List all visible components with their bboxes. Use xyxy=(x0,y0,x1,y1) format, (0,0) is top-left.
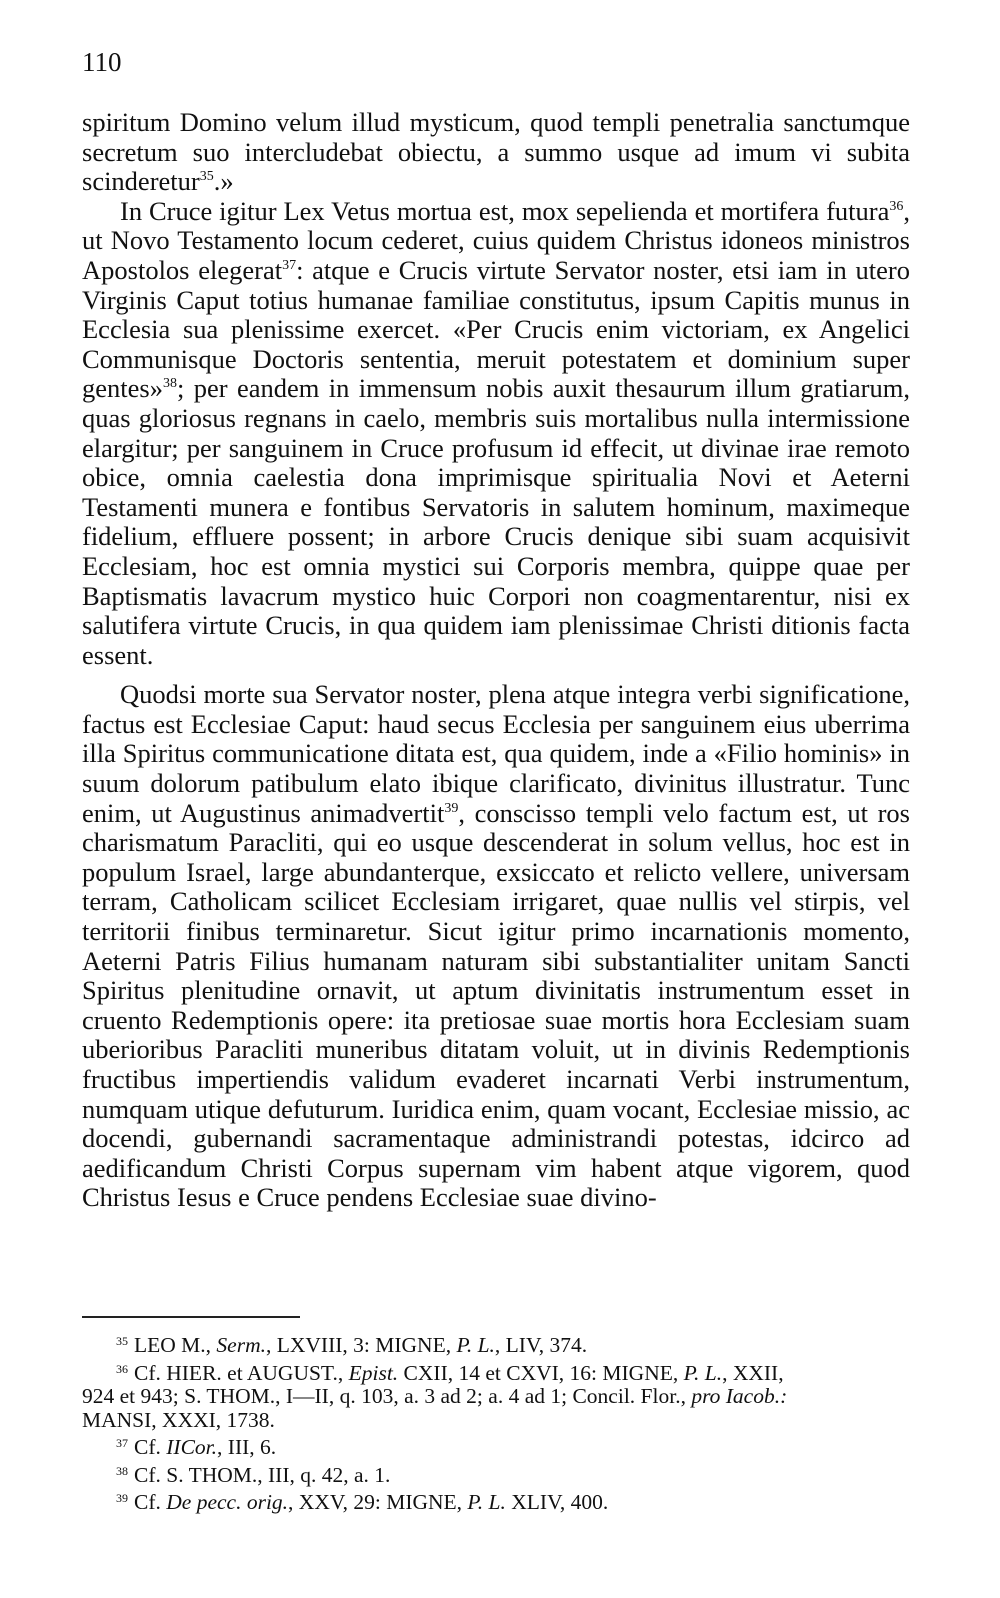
text-run: spiritum Domino velum illud mysticum, quod templi penetralia sanctumque secretum suo intercludebat obiectu, a summo usque ad imum vi subita scinderetur xyxy=(82,107,910,197)
footnote xyxy=(82,1460,910,1488)
text-run: , ut Novo Testamento locum cederet, cuius quidem Christus idoneos ministros Apostolos elegerat xyxy=(82,195,910,285)
text-run: Cf. HIER. et AUGUST., xyxy=(134,1360,349,1385)
text-run: LEO M., xyxy=(134,1333,217,1357)
footnotes xyxy=(82,1330,910,1515)
footnote-line xyxy=(116,1358,910,1386)
text-run: : atque e Crucis virtute Servator noster, etsi iam in utero Virginis Caput totius humanae familiae constitutus, ipsum Capitis munus in Ecclesia sua plenissime exercet. «Per Crucis enim victoriam, ex Angelici Communisque Doctoris sententia, meruit potestatem et dominium super gentes» xyxy=(82,254,910,404)
paragraph xyxy=(82,197,910,671)
text-run: Cf. xyxy=(134,1435,167,1459)
text-run: , LIV, 374. xyxy=(494,1333,588,1357)
footnote-reference: 35 xyxy=(199,169,214,185)
italic-text: De pecc. orig. xyxy=(166,1490,289,1514)
footnote xyxy=(82,1432,910,1460)
footnote-reference: 38 xyxy=(162,376,177,392)
page-number: 110 xyxy=(82,47,122,77)
text-run: ; per eandem in immensum nobis auxit thesaurum illum gratiarum, quas gloriosus regnans in caelo, membris suis mortalibus nulla intermissione elargitur; per sanguinem in Cruce profusum id effecit, ut divinae irae remoto obice, omnia caelestia dona imprimisque spiritualia Novi et Aeterni Testamenti munera e fontibus Servatoris in salutem hominum, maximeque fidelium, effluere possent; in arbore Crucis denique sibi suam acquisivit Ecclesiam, hoc est omnia mystici sui Corporis membra, quippe quae per Baptismatis lavacrum mystico huic Corpori non coagmentarentur, nisi ex salutifera virtute Crucis, in qua quidem iam plenissimae Christi ditionis facta essent. xyxy=(82,373,910,670)
text-run: Cf. xyxy=(134,1490,167,1514)
footnote-separator xyxy=(82,1316,300,1318)
footnote-number: 38 xyxy=(116,1463,128,1478)
footnote-number: 37 xyxy=(116,1436,128,1450)
italic-text: P. L. xyxy=(683,1360,723,1385)
footnote-number: 36 xyxy=(116,1361,128,1376)
footnote-reference: 37 xyxy=(282,257,297,273)
italic-text: P. L. xyxy=(456,1333,495,1357)
text-run: 924 et 943; S. THOM., I—II, q. 103, a. 3 ad 2; a. 4 ad 1; Concil. Flor., xyxy=(82,1384,692,1408)
footnote-number: 39 xyxy=(116,1491,128,1505)
text-run: Quodsi morte sua Servator noster, plena atque integra verbi significatione, factus est Ecclesiae Caput: haud secus Ecclesia per sanguinem eius uberrima illa Spiritus communicatione ditata est, qua quidem, inde a «Filio hominis» in suum dolorum patibulum elato ibique clarificato, divinitus illustratur. Tunc enim, ut Augustinus animadvertit xyxy=(82,679,910,828)
italic-text: Serm. xyxy=(216,1333,266,1357)
text-run: , III, 6. xyxy=(217,1435,277,1459)
text-run: In Cruce igitur Lex Vetus mortua est, mox sepelienda et mortifera futura xyxy=(120,195,890,226)
italic-text: pro Iacob.: xyxy=(691,1384,788,1408)
italic-text: IICor. xyxy=(166,1435,218,1459)
footnote-line xyxy=(116,1460,910,1488)
footnote-reference: 36 xyxy=(889,198,904,214)
footnote xyxy=(82,1487,910,1515)
text-run: MANSI, XXXI, 1738. xyxy=(82,1407,275,1432)
footnote-line xyxy=(116,1330,910,1358)
text-run: , XXV, 29: MIGNE, xyxy=(288,1490,468,1514)
text-run: .» xyxy=(213,166,234,197)
italic-text: P. L. xyxy=(467,1490,506,1514)
footnote-reference: 39 xyxy=(444,800,459,816)
paragraph xyxy=(82,680,910,1213)
footnote xyxy=(82,1330,910,1358)
body-text xyxy=(82,108,910,1213)
paragraph xyxy=(82,108,910,197)
footnote-line xyxy=(82,1409,910,1433)
italic-text: Epist. xyxy=(348,1360,399,1385)
text-run: CXII, 14 et CXVI, 16: MIGNE, xyxy=(398,1360,684,1385)
footnote-line xyxy=(116,1432,910,1460)
text-run: XLIV, 400. xyxy=(505,1490,609,1514)
text-run: , conscisso templi velo factum est, ut ros charismatum Paracliti, qui eo usque descenderat in solum vellus, hoc est in populum Israel, large abundanterque, exsiccato et relicto vellere, universam terram, Catholicam scilicet Ecclesiam irrigaret, quae nullis vel stirpis, vel territorii finibus terminaretur. Sicut igitur primo incarnationis momento, Aeterni Patris Filius humanam naturam sibi substantialiter unitam Sancti Spiritus plenitudine ornavit, ut aptum divinitatis instrumentum esset in cruento Redemptionis opere: ita pretiosae suae mortis hora Ecclesiam suam uberioribus Paracliti muneribus ditatam voluit, ut in divinis Redemptionis fructibus impertiendis validum evaderet incarnati Verbi instrumentum, numquam utique defuturum. Iuridica enim, quam vocant, Ecclesiae missio, ac docendi, gubernandi sacramentaque administrandi potestas, idcirco ad aedificandum Christi Corpus supernam vim habent atque vigorem, quod Christus Iesus e Cruce pendens Ecclesiae suae divino- xyxy=(82,797,910,1213)
footnote-number: 35 xyxy=(116,1334,128,1348)
text-run: , XXII, xyxy=(722,1360,784,1385)
footnote-line xyxy=(82,1385,910,1409)
footnote xyxy=(82,1358,910,1433)
text-run: , LXVIII, 3: MIGNE, xyxy=(265,1333,457,1357)
text-run: Cf. S. THOM., III, q. 42, a. 1. xyxy=(134,1462,391,1487)
footnote-line xyxy=(116,1487,910,1515)
